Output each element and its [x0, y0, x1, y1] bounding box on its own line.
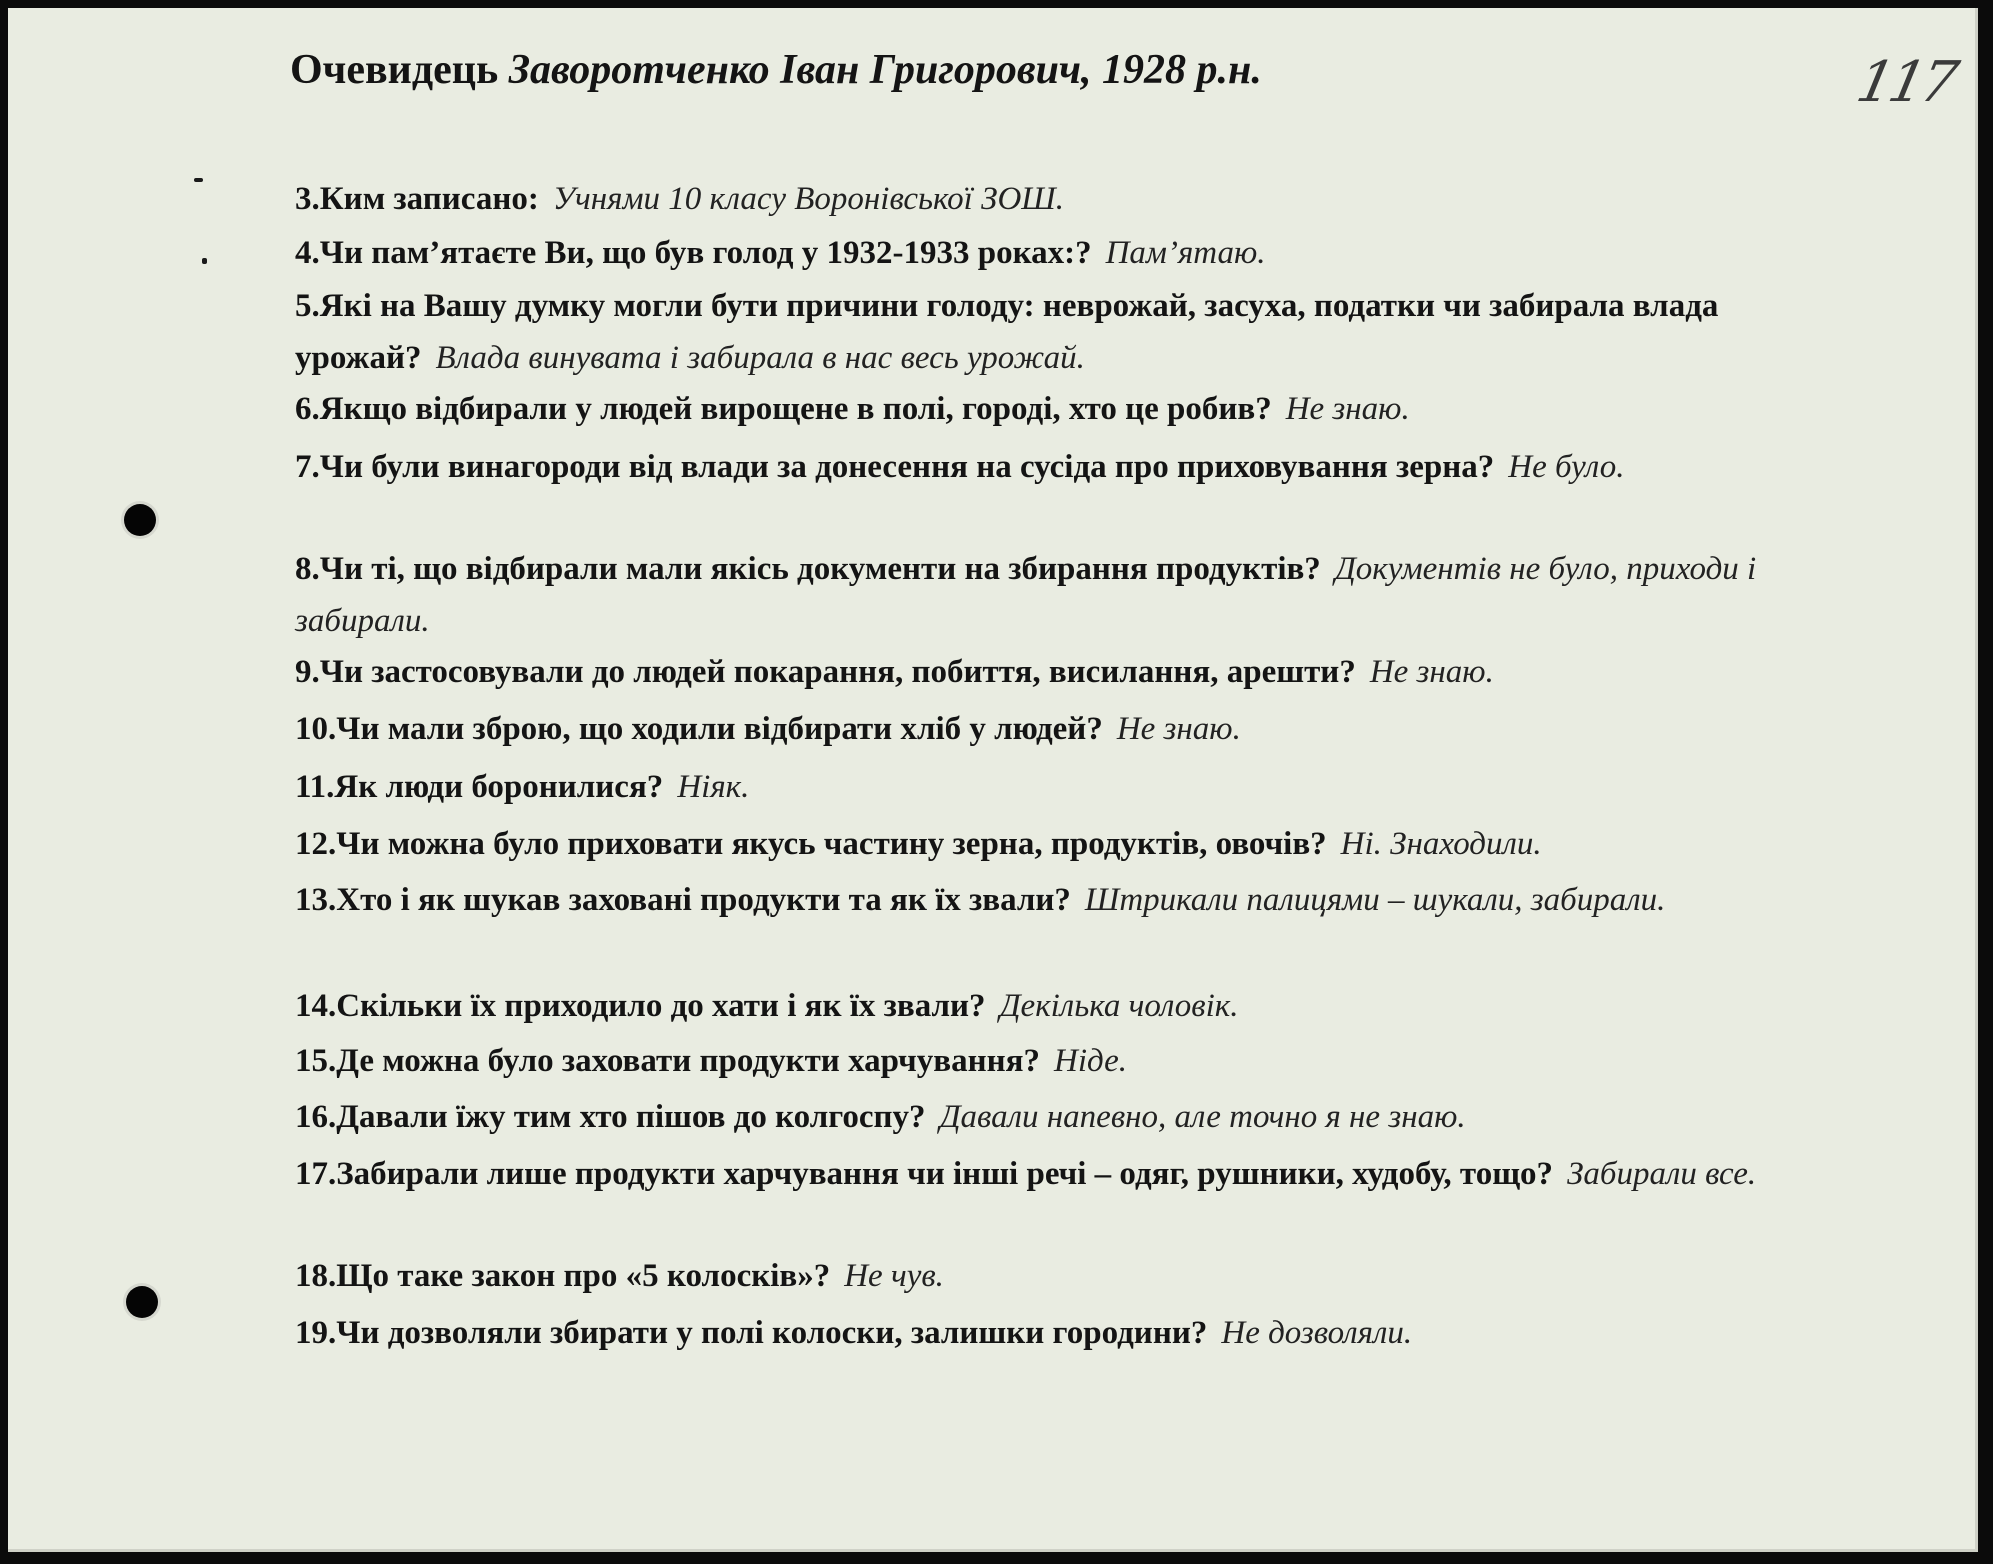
- question-text: 3.Ким записано:: [295, 181, 539, 217]
- answer-text: Декілька чоловік.: [999, 988, 1239, 1024]
- answer-text: Учнями 10 класу Воронівської ЗОШ.: [552, 181, 1064, 217]
- question-text: 9.Чи застосовували до людей покарання, побиття, висилання, арешти?: [295, 654, 1356, 690]
- question-text: 15.Де можна було заховати продукти харчування?: [295, 1043, 1040, 1079]
- qa-item-3: [295, 173, 1835, 225]
- question-text: 6.Якщо відбирали у людей вирощене в полі, городі, хто це робив?: [295, 391, 1272, 427]
- question-text: 7.Чи були винагороди від влади за донесення на сусіда про приховування зерна?: [295, 449, 1495, 485]
- answer-text: Не дозволяли.: [1221, 1315, 1413, 1351]
- qa-item-17: [295, 1148, 1835, 1200]
- question-text: 5.Які на Вашу думку могли бути причини голоду: неврожай, засуха, податки чи забирала влада урожай?: [295, 288, 1719, 376]
- qa-item-7: [295, 441, 1835, 493]
- qa-item-13: [295, 874, 1835, 926]
- answer-text: Не чув.: [844, 1258, 944, 1294]
- document-page: [8, 8, 1978, 1552]
- answer-text: Ніде.: [1053, 1043, 1127, 1079]
- punch-hole: [126, 1286, 158, 1318]
- answer-text: Не знаю.: [1116, 711, 1241, 747]
- qa-item-9: [295, 646, 1835, 698]
- question-text: 19.Чи дозволяли збирати у полі колоски, залишки городини?: [295, 1315, 1208, 1351]
- answer-text: Пам’ятаю.: [1105, 235, 1266, 271]
- witness-name: Заворотченко Іван Григорович, 1928 р.н.: [508, 47, 1262, 93]
- qa-item-4: [295, 227, 1835, 279]
- header-label: Очевидець: [290, 47, 499, 93]
- qa-item-14: [295, 980, 1835, 1032]
- question-text: 17.Забирали лише продукти харчування чи інші речі – одяг, рушники, худобу, тощо?: [295, 1156, 1554, 1192]
- qa-item-19: [295, 1307, 1835, 1359]
- answer-text: Не було.: [1508, 449, 1625, 485]
- document-header: [290, 46, 1262, 94]
- question-text: 8.Чи ті, що відбирали мали якісь документи на збирання продуктів?: [295, 551, 1321, 587]
- answer-text: Влада винувата і забирала в нас весь урожай.: [435, 340, 1085, 376]
- ink-mark: [202, 258, 207, 264]
- question-text: 16.Давали їжу тим хто пішов до колгоспу?: [295, 1099, 926, 1135]
- answer-text: Забирали все.: [1567, 1156, 1757, 1192]
- punch-hole: [124, 504, 156, 536]
- answer-text: Не знаю.: [1285, 391, 1410, 427]
- question-text: 13.Хто і як шукав заховані продукти та як їх звали?: [295, 882, 1071, 918]
- question-text: 18.Що таке закон про «5 колосків»?: [295, 1258, 831, 1294]
- page-number: 117: [1851, 50, 1960, 115]
- question-text: 14.Скільки їх приходило до хати і як їх звали?: [295, 988, 986, 1024]
- answer-text: Ні. Знаходили.: [1340, 826, 1542, 862]
- question-text: 10.Чи мали зброю, що ходили відбирати хліб у людей?: [295, 711, 1103, 747]
- qa-item-5: [295, 280, 1835, 384]
- qa-item-8: [295, 543, 1835, 647]
- qa-item-6: [295, 383, 1835, 435]
- qa-item-16: [295, 1091, 1835, 1143]
- question-text: 4.Чи пам’ятаєте Ви, що був голод у 1932-1933 роках:?: [295, 235, 1092, 271]
- qa-item-15: [295, 1035, 1835, 1087]
- question-text: 12.Чи можна було приховати якусь частину зерна, продуктів, овочів?: [295, 826, 1327, 862]
- answer-text: Ніяк.: [677, 769, 750, 805]
- question-text: 11.Як люди боронилися?: [295, 769, 664, 805]
- answer-text: Штрикали палицями – шукали, забирали.: [1084, 882, 1666, 918]
- qa-item-12: [295, 818, 1835, 870]
- answer-text: Документів не було, приходи і забирали.: [295, 551, 1757, 639]
- qa-item-10: [295, 703, 1835, 755]
- answer-text: Давали напевно, але точно я не знаю.: [939, 1099, 1466, 1135]
- qa-item-18: [295, 1250, 1835, 1302]
- answer-text: Не знаю.: [1369, 654, 1494, 690]
- ink-mark: [194, 178, 203, 182]
- qa-item-11: [295, 761, 1835, 813]
